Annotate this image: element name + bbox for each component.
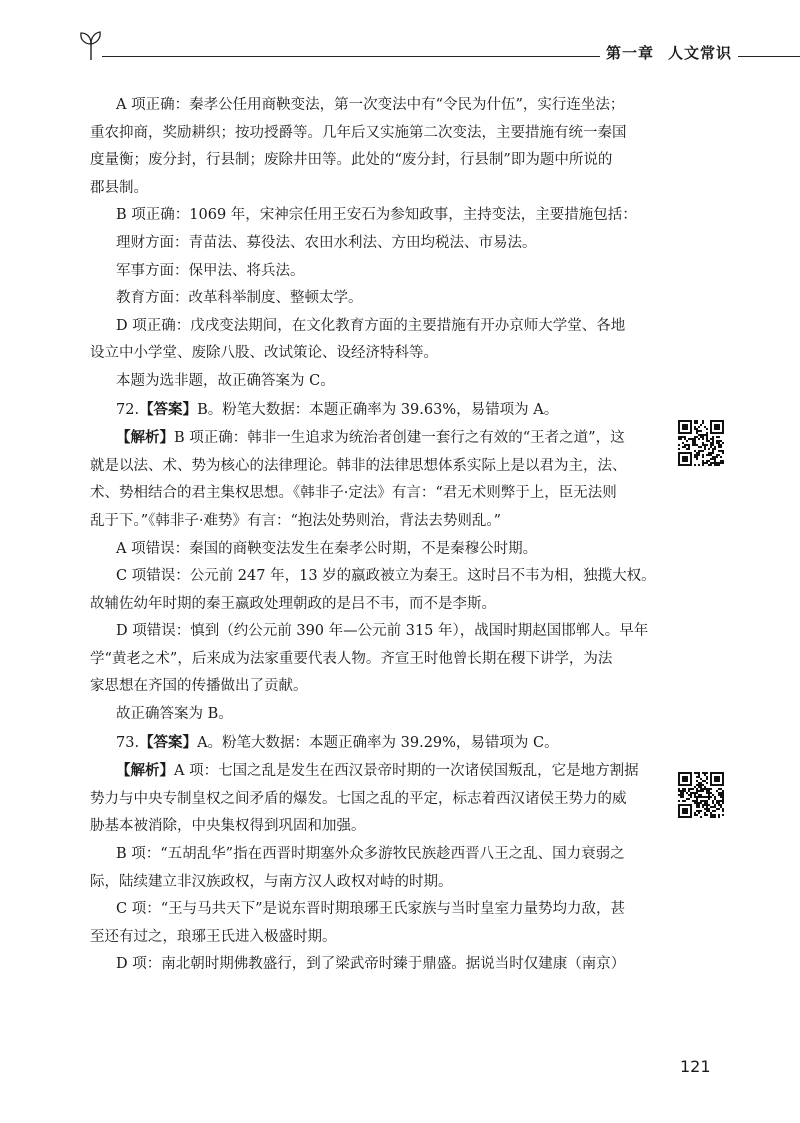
leaf-icon xyxy=(78,30,104,62)
text-line xyxy=(90,813,656,841)
text-line xyxy=(116,896,656,924)
line-text: A 项：七国之乱是发生在西汉景帝时期的一次诸侯国叛乱，它是地方割据 xyxy=(174,763,639,780)
line-text: 度量衡；废分封，行县制；废除井田等。此处的“废分封，行县制”即为题中所说的 xyxy=(90,152,613,169)
line-text: 术、势相结合的君主集权思想。《韩非子·定法》有言：“君无术则弊于上，臣无法则 xyxy=(90,485,617,502)
text-line xyxy=(90,120,656,148)
header-rule xyxy=(102,56,600,57)
line-text: 家思想在齐国的传播做出了贡献。 xyxy=(90,678,308,695)
line-text: 理财方面：青苗法、募役法、农田水利法、方田均税法、市易法。 xyxy=(116,234,537,251)
line-text: D 项错误：慎到（约公元前 390 年—公元前 315 年），战国时期赵国邯郸人。早年 xyxy=(116,623,649,640)
text-line xyxy=(116,729,656,758)
text-line xyxy=(90,480,656,508)
text-line xyxy=(90,646,656,674)
line-text: D 项：南北朝时期佛教盛行，到了梁武帝时臻于鼎盛。据说当时仅建康（南京） xyxy=(116,956,626,973)
text-line xyxy=(116,202,656,230)
chapter-name: 人文常识 xyxy=(668,44,733,62)
text-line xyxy=(116,368,656,396)
text-line xyxy=(116,313,656,341)
text-line xyxy=(90,786,656,814)
line-text: 军事方面：保甲法、将兵法。 xyxy=(116,262,305,279)
line-text: B。粉笔大数据：本题正确率为 39.63%，易错项为 A。 xyxy=(197,401,559,418)
page-header xyxy=(78,28,800,68)
text-line xyxy=(90,869,656,897)
line-text: A 项正确：秦孝公任用商鞅变法，第一次变法中有“令民为什伍”，实行连坐法； xyxy=(116,97,625,113)
text-line xyxy=(116,396,656,425)
text-line xyxy=(116,285,656,313)
line-text: 乱于下。”《韩非子·难势》有言：“抱法处势则治，背法去势则乱。” xyxy=(90,512,502,529)
text-line xyxy=(116,757,656,786)
line-text: 学“黄老之术”，后来成为法家重要代表人物。齐宣王时他曾长期在稷下讲学，为法 xyxy=(90,650,613,667)
analysis-tag: 【解析】 xyxy=(116,762,174,780)
answer-tag: 【答案】 xyxy=(139,400,198,418)
text-line xyxy=(116,230,656,258)
text-line xyxy=(90,453,656,481)
line-text: D 项正确：戊戌变法期间，在文化教育方面的主要措施有开办京师大学堂、各地 xyxy=(116,317,626,334)
line-text: 重农抑商，奖励耕织；按功授爵等。几年后又实施第二次变法，主要措施有统一秦国 xyxy=(90,124,627,141)
text-line xyxy=(116,841,656,869)
line-text: 至还有过之，琅琊王氏进入极盛时期。 xyxy=(90,928,337,945)
text-line xyxy=(116,701,656,729)
line-text: 就是以法、术、势为核心的法律理论。韩非的法律思想体系实际上是以君为主，法、 xyxy=(90,457,627,474)
question-number: 73. xyxy=(116,734,140,751)
line-text: 际，陆续建立非汉族政权，与南方汉人政权对峙的时期。 xyxy=(90,873,453,890)
line-text: 故正确答案为 B。 xyxy=(116,706,233,723)
qr-code-icon[interactable] xyxy=(678,420,724,466)
line-text: 胁基本被消除，中央集权得到巩固和加强。 xyxy=(90,818,366,835)
line-text: A。粉笔大数据：本题正确率为 39.29%，易错项为 C。 xyxy=(197,734,559,751)
page-number: 121 xyxy=(680,1057,711,1076)
text-line xyxy=(90,591,656,619)
header-rule-right xyxy=(738,56,800,57)
line-text: 郡县制。 xyxy=(90,179,148,196)
text-line xyxy=(90,924,656,952)
qr-code-icon[interactable] xyxy=(678,772,724,818)
text-line xyxy=(116,92,656,120)
text-line xyxy=(90,673,656,701)
chapter-heading xyxy=(606,42,732,63)
line-text: 教育方面：改革科举制度、整顿太学。 xyxy=(116,290,363,307)
text-line xyxy=(116,951,656,979)
line-text: C 项错误：公元前 247 年，13 岁的嬴政被立为秦王。这时吕不韦为相，独揽大权。 xyxy=(116,568,656,585)
analysis-tag: 【解析】 xyxy=(116,429,174,447)
text-line xyxy=(116,258,656,286)
page-content xyxy=(90,92,656,979)
text-line xyxy=(90,147,656,175)
answer-tag: 【答案】 xyxy=(139,733,198,751)
line-text: B 项正确：1069 年，宋神宗任用王安石为参知政事，主持变法，主要措施包括： xyxy=(116,207,637,224)
line-text: A 项错误：秦国的商鞅变法发生在秦孝公时期，不是秦穆公时期。 xyxy=(116,540,538,557)
question-number: 72. xyxy=(116,401,140,418)
text-line xyxy=(90,175,656,203)
line-text: 本题为选非题，故正确答案为 C。 xyxy=(116,372,335,389)
line-text: B 项正确：韩非一生追求为统治者创建一套行之有效的“王者之道”，这 xyxy=(174,430,625,447)
text-line xyxy=(90,508,656,536)
line-text: C 项：“王与马共天下”是说东晋时期琅琊王氏家族与当时皇室力量势均力敌，甚 xyxy=(116,901,626,918)
line-text: 故辅佐幼年时期的秦王嬴政处理朝政的是吕不韦，而不是李斯。 xyxy=(90,595,496,612)
text-line xyxy=(90,340,656,368)
text-line xyxy=(116,618,656,646)
text-line xyxy=(116,424,656,453)
text-line xyxy=(116,563,656,591)
text-line xyxy=(116,536,656,564)
line-text: B 项：“五胡乱华”指在西晋时期塞外众多游牧民族趁西晋八王之乱、国力衰弱之 xyxy=(116,846,625,863)
line-text: 势力与中央专制皇权之间矛盾的爆发。七国之乱的平定，标志着西汉诸侯王势力的威 xyxy=(90,790,627,807)
line-text: 设立中小学堂、废除八股、改试策论、设经济特科等。 xyxy=(90,345,438,362)
chapter-number: 第一章 xyxy=(606,44,655,62)
